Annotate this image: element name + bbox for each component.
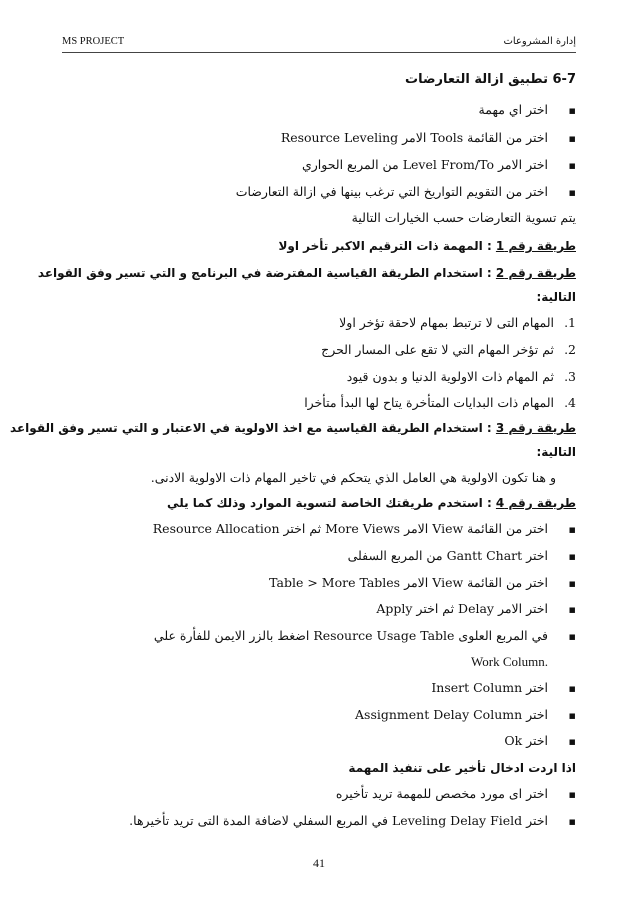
intro-bullet-2: ▪ اختر من القائمة Tools الامر Resource Leveling — [281, 130, 576, 147]
work-column-text: Work Column. — [471, 654, 548, 669]
method-4-bullet-6: ▪ اختر Insert Column — [431, 680, 576, 697]
intro-bullet-4: ▪ اختر من التقويم التواريخ التي ترغب بينها في ازالة التعارضات — [236, 184, 576, 201]
item-number: 3. — [564, 369, 576, 384]
method-1-label: طريقة رقم 1 — [495, 239, 576, 253]
method-2-text: : استخدام الطريقة القياسية المفترضة في البرنامج و التي تسير وفق القواعد — [37, 266, 496, 280]
method-4-bullet-7: ▪ اختر Assignment Delay Column — [355, 707, 576, 724]
method-2-cont: التالية: — [536, 290, 576, 304]
method-4-bullet-4: ▪ اختر الامر Delay ثم اختر Apply — [376, 601, 576, 618]
header-right-title: إدارة المشروعات — [503, 36, 576, 47]
section-title: 6-7 تطبيق ازالة التعارضات — [405, 72, 576, 87]
page-number: 41 — [313, 856, 325, 870]
method-1-text: : المهمة ذات الترقيم الاكبر تأخر اولا — [278, 239, 496, 253]
item-number: 1. — [564, 315, 576, 330]
item-text: ثم المهام ذات الاولوية الدنيا و بدون قيود — [346, 369, 554, 384]
delay-heading: اذا اردت ادخال تأخير على تنفيذ المهمة — [348, 761, 576, 775]
method-4 — [167, 495, 576, 511]
header-left-title: MS PROJECT — [62, 36, 125, 47]
intro-bullet-3: ▪ اختر الامر Level From/To من المربع الحواري — [302, 157, 576, 174]
method-3-label: طريقة رقم 3 — [495, 421, 576, 435]
item-text: المهام ذات البدايات المتأخرة يتاح لها البدأ متأخرا — [304, 395, 554, 410]
method-4-bullet-3: ▪ اختر من القائمة View الامر Table > More Tables — [269, 575, 576, 592]
method-3-cont: التالية: — [536, 445, 576, 459]
item-text: ثم تؤخر المهام التي لا تقع على المسار الحرج — [321, 342, 554, 357]
method-2 — [16, 265, 576, 281]
page-header — [62, 36, 576, 53]
method-4-bullet-5: ▪ في المربع العلوى Resource Usage Table اضغط بالزر الايمن للفأرة علي — [154, 628, 576, 645]
method-4-bullet-1: ▪ اختر من القائمة View الامر More Views ثم اختر Resource Allocation — [153, 521, 576, 538]
method-2-item-4 — [304, 395, 576, 411]
intro-note: يتم تسوية التعارضات حسب الخيارات التالية — [351, 210, 576, 225]
priority-note: و هنا تكون الاولوية هي العامل الذي يتحكم في تاخير المهام ذات الاولوية الادنى. — [150, 470, 556, 485]
method-1 — [278, 238, 576, 254]
method-4-bullet-8: ▪ اختر Ok — [504, 733, 576, 750]
intro-bullet-1: ▪ اختر اي مهمة — [479, 102, 576, 119]
method-4-label: طريقة رقم 4 — [495, 496, 576, 510]
delay-bullet-1: ▪ اختر اى مورد مخصص للمهمة تريد تأخيره — [336, 786, 576, 803]
method-4-bullet-2: ▪ اختر Gantt Chart من المربع السفلى — [348, 548, 576, 565]
item-number: 4. — [564, 395, 576, 410]
method-4-text: : استخدم طريقتك الخاصة لتسوية الموارد وذلك كما يلي — [167, 496, 496, 510]
method-2-label: طريقة رقم 2 — [495, 266, 576, 280]
method-2-item-2 — [321, 342, 576, 358]
method-2-item-1 — [339, 315, 576, 331]
item-text: المهام التى لا ترتبط بمهام لاحقة تؤخر اولا — [339, 315, 554, 330]
method-3 — [10, 420, 576, 436]
method-3-text: : استخدام الطريقة القياسية مع اخذ الاولوية في الاعتبار و التي تسير وفق القواعد — [10, 421, 496, 435]
item-number: 2. — [564, 342, 576, 357]
delay-bullet-2: ▪ اختر Leveling Delay Field في المربع السفلي لاضافة المدة التى تريد تأخيرها. — [129, 813, 576, 830]
method-2-item-3 — [347, 369, 576, 385]
